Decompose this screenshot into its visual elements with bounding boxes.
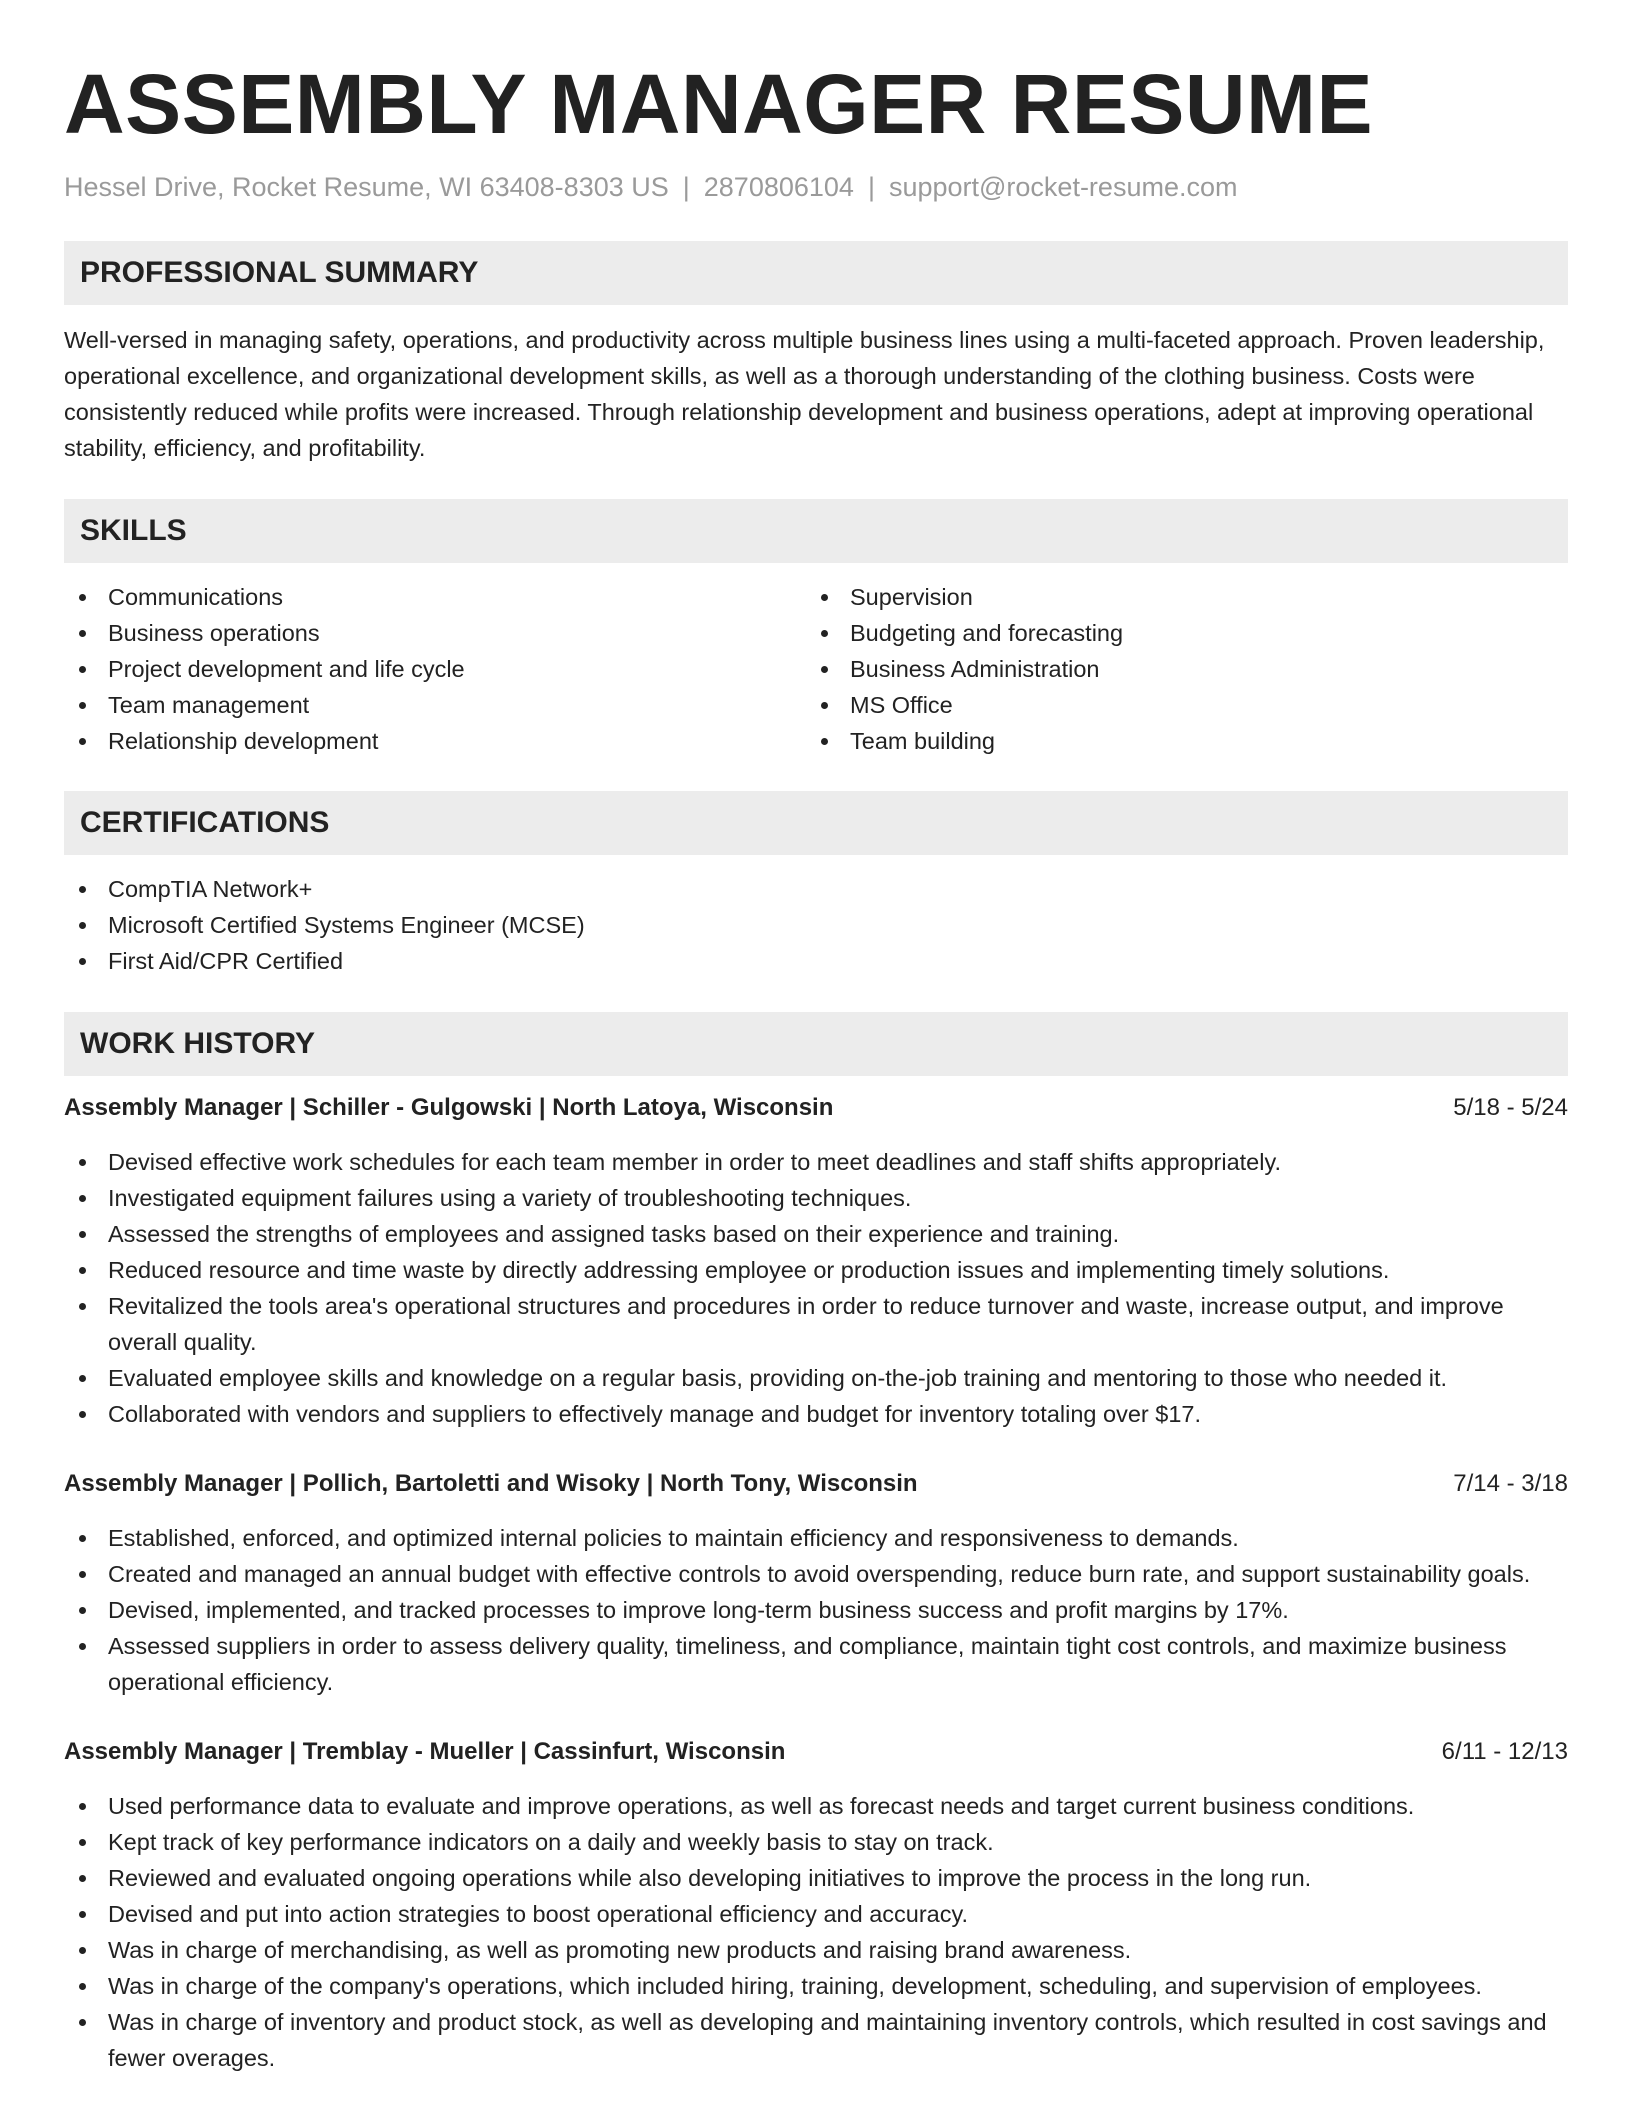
skill-item: Relationship development bbox=[64, 723, 806, 759]
job-bullet: Evaluated employee skills and knowledge on a regular basis, providing on-the-job training and mentoring to those who needed it. bbox=[64, 1360, 1568, 1396]
job-bullet: Devised effective work schedules for each team member in order to meet deadlines and staff shifts appropriately. bbox=[64, 1144, 1568, 1180]
job-title: Assembly Manager | Pollich, Bartoletti and Wisoky | North Tony, Wisconsin bbox=[64, 1470, 918, 1497]
certification-item: CompTIA Network+ bbox=[64, 871, 1568, 907]
contact-phone: 2870806104 bbox=[703, 172, 854, 202]
job-bullet: Used performance data to evaluate and improve operations, as well as forecast needs and target current business conditions. bbox=[64, 1788, 1568, 1824]
contact-address: Hessel Drive, Rocket Resume, WI 63408-8303 US bbox=[64, 172, 669, 202]
skills-list-right bbox=[806, 579, 1548, 759]
work-history-section bbox=[64, 1012, 1568, 2076]
skill-item: Project development and life cycle bbox=[64, 651, 806, 687]
job-bullet: Collaborated with vendors and suppliers to effectively manage and budget for inventory totaling over $17. bbox=[64, 1396, 1568, 1432]
resume-page bbox=[64, 0, 1568, 2076]
skill-item: Supervision bbox=[806, 579, 1548, 615]
job-bullet: Kept track of key performance indicators on a daily and weekly basis to stay on track. bbox=[64, 1824, 1568, 1860]
summary-section bbox=[64, 241, 1568, 466]
job-bullet: Assessed suppliers in order to assess delivery quality, timeliness, and compliance, maintain tight cost controls, and maximize business operational efficiency. bbox=[64, 1628, 1568, 1700]
skills-list-left bbox=[64, 579, 806, 759]
job-bullet: Investigated equipment failures using a variety of troubleshooting techniques. bbox=[64, 1180, 1568, 1216]
job-bullets bbox=[64, 1520, 1568, 1700]
job-bullet: Devised and put into action strategies to boost operational efficiency and accuracy. bbox=[64, 1896, 1568, 1932]
resume-title: ASSEMBLY MANAGER RESUME bbox=[64, 57, 1374, 151]
contact-separator: | bbox=[682, 172, 690, 202]
certifications-list bbox=[64, 871, 1568, 979]
job-bullet: Reduced resource and time waste by directly addressing employee or production issues and implementing timely solutions. bbox=[64, 1252, 1568, 1288]
job-bullet: Devised, implemented, and tracked processes to improve long-term business success and profit margins by 17%. bbox=[64, 1592, 1568, 1628]
job-bullet: Was in charge of the company's operations, which included hiring, training, development, scheduling, and supervision of employees. bbox=[64, 1968, 1568, 2004]
job-bullets bbox=[64, 1788, 1568, 2076]
job-bullet: Was in charge of merchandising, as well as promoting new products and raising brand awareness. bbox=[64, 1932, 1568, 1968]
job-title: Assembly Manager | Tremblay - Mueller | Cassinfurt, Wisconsin bbox=[64, 1738, 786, 1765]
job-header bbox=[64, 1466, 1568, 1502]
skill-item: Communications bbox=[64, 579, 806, 615]
summary-heading: PROFESSIONAL SUMMARY bbox=[64, 241, 1568, 305]
skills-section bbox=[64, 499, 1568, 759]
job-entry bbox=[64, 1466, 1568, 1700]
job-bullet: Reviewed and evaluated ongoing operations while also developing initiatives to improve the process in the long run. bbox=[64, 1860, 1568, 1896]
job-bullet: Revitalized the tools area's operational structures and procedures in order to reduce turnover and waste, increase output, and improve overall quality. bbox=[64, 1288, 1568, 1360]
skill-item: Team management bbox=[64, 687, 806, 723]
certification-item: First Aid/CPR Certified bbox=[64, 943, 1568, 979]
skill-item: Team building bbox=[806, 723, 1548, 759]
job-dates: 5/18 - 5/24 bbox=[1453, 1094, 1568, 1121]
job-dates: 6/11 - 12/13 bbox=[1441, 1738, 1568, 1765]
certifications-heading: CERTIFICATIONS bbox=[64, 791, 1568, 855]
skill-item: Business operations bbox=[64, 615, 806, 651]
job-bullet: Established, enforced, and optimized internal policies to maintain efficiency and responsiveness to demands. bbox=[64, 1520, 1568, 1556]
job-header bbox=[64, 1090, 1568, 1126]
skill-item: MS Office bbox=[806, 687, 1548, 723]
job-header bbox=[64, 1734, 1568, 1770]
job-title: Assembly Manager | Schiller - Gulgowski | North Latoya, Wisconsin bbox=[64, 1094, 834, 1121]
job-bullet: Created and managed an annual budget with effective controls to avoid overspending, reduce burn rate, and support sustainability goals. bbox=[64, 1556, 1568, 1592]
job-bullets bbox=[64, 1144, 1568, 1432]
summary-text: Well-versed in managing safety, operations, and productivity across multiple business lines using a multi-faceted approach. Proven leadership, operational excellence, and organizational development skills, as well as a thorough understanding of the clothing business. Costs were consistently reduced while profits were increased. Through relationship development and business operations, adept at improving operational stability, efficiency, and profitability. bbox=[64, 327, 1545, 461]
contact-separator: | bbox=[867, 172, 875, 202]
contact-email: support@rocket-resume.com bbox=[888, 172, 1238, 202]
job-dates: 7/14 - 3/18 bbox=[1453, 1470, 1568, 1497]
skill-item: Budgeting and forecasting bbox=[806, 615, 1548, 651]
skill-item: Business Administration bbox=[806, 651, 1548, 687]
job-entry bbox=[64, 1090, 1568, 1432]
job-bullet: Was in charge of inventory and product stock, as well as developing and maintaining inventory controls, which resulted in cost savings and fewer overages. bbox=[64, 2004, 1568, 2076]
job-entry bbox=[64, 1734, 1568, 2076]
skills-heading: SKILLS bbox=[64, 499, 1568, 563]
work-history-heading: WORK HISTORY bbox=[64, 1012, 1568, 1076]
job-bullet: Assessed the strengths of employees and assigned tasks based on their experience and training. bbox=[64, 1216, 1568, 1252]
contact-line bbox=[64, 170, 1568, 204]
skills-columns bbox=[64, 579, 1568, 759]
certification-item: Microsoft Certified Systems Engineer (MCSE) bbox=[64, 907, 1568, 943]
certifications-section bbox=[64, 791, 1568, 979]
